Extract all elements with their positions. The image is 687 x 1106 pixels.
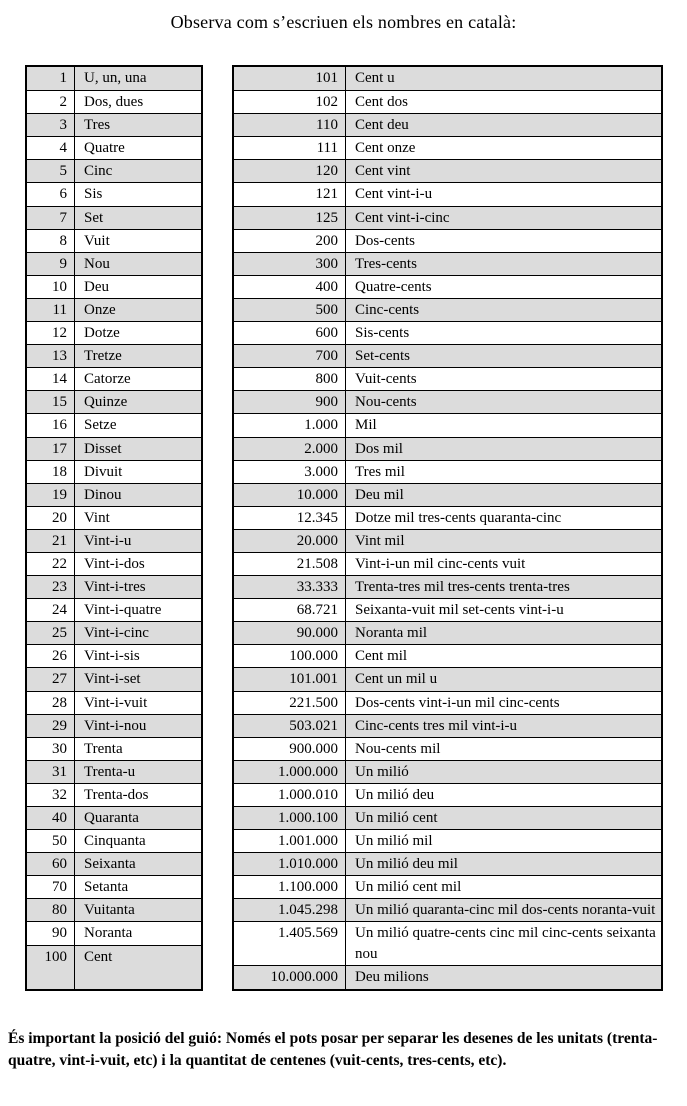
word-cell: Cent onze [355,140,416,157]
table-row [27,760,201,783]
table-row [234,298,661,321]
numeral-cell: 10.000.000 [234,966,346,988]
numeral-cell: 21 [27,530,75,552]
table-row [234,321,661,344]
numeral-cell: 68.721 [234,599,346,621]
numeral-cell: 1 [27,67,75,90]
word-cell: Un milió cent [355,810,438,826]
table-row [27,737,201,760]
table-row [234,737,661,760]
table-row [27,783,201,806]
numeral-cell: 1.405.569 [234,922,346,965]
numeral-cell: 24 [27,599,75,621]
numeral-cell: 1.010.000 [234,853,346,875]
numeral-cell: 9 [27,253,75,275]
numeral-cell: 60 [27,853,75,875]
word-cell: Dos, dues [84,94,144,111]
numeral-cell: 15 [27,391,75,413]
word-cell: Tretze [84,348,122,365]
table-row [234,691,661,714]
numeral-cell: 10.000 [234,484,346,506]
word-cell: Cent dos [355,94,408,111]
numeral-cell: 503.021 [234,715,346,737]
numeral-cell: 102 [234,91,346,113]
word-cell: Dos-cents [355,232,415,249]
table-row [27,644,201,667]
numeral-cell: 1.000.100 [234,807,346,829]
tables-container [0,65,687,991]
numeral-cell: 20.000 [234,530,346,552]
numeral-cell: 80 [27,899,75,921]
numeral-cell: 20 [27,507,75,529]
word-cell: Quatre-cents [355,278,432,295]
numeral-cell: 200 [234,230,346,252]
numeral-cell: 21.508 [234,553,346,575]
table-row [234,252,661,275]
word-cell: Nou [84,255,110,272]
table-row [27,113,201,136]
table-row [234,644,661,667]
word-cell: Vint-i-cinc [84,625,149,642]
word-cell: Divuit [84,463,123,480]
word-cell: Noranta mil [355,625,428,642]
word-cell: Vint-i-nou [84,717,147,734]
table-row [27,921,201,944]
word-cell: Setze [84,417,117,434]
word-cell: Quaranta [84,810,139,826]
table-row [27,714,201,737]
numeral-cell: 12 [27,322,75,344]
numeral-cell: 5 [27,160,75,182]
numeral-cell: 40 [27,807,75,829]
word-cell: Cent u [355,70,395,86]
table-row [234,875,661,898]
table-row [234,159,661,182]
numbers-table-1-to-100 [25,65,203,991]
numeral-cell: 101 [234,67,346,90]
table-row [27,413,201,436]
table-row [27,252,201,275]
table-row [27,598,201,621]
numeral-cell: 11 [27,299,75,321]
numeral-cell: 30 [27,738,75,760]
numeral-cell: 8 [27,230,75,252]
word-cell: Cinc [84,163,113,180]
word-cell: Vint-i-un mil cinc-cents vuit [355,555,526,572]
table-row [234,390,661,413]
word-cell: Trenta-dos [84,786,149,803]
table-row [234,552,661,575]
table-row [27,552,201,575]
word-cell: Noranta [84,925,133,942]
numeral-cell: 1.100.000 [234,876,346,898]
word-cell: Un milió deu [355,786,435,803]
word-cell: Vint-i-set [84,671,141,688]
table-row [234,760,661,783]
numeral-cell: 16 [27,414,75,436]
numeral-cell: 32 [27,784,75,806]
table-row [27,229,201,252]
word-cell: Tres [84,117,111,134]
table-row [27,159,201,182]
numeral-cell: 10 [27,276,75,298]
word-cell: Dos-cents vint-i-un mil cinc-cents [355,694,560,711]
table-row [27,182,201,205]
table-row [234,206,661,229]
numeral-cell: 1.000.000 [234,761,346,783]
word-cell: Dotze [84,325,120,342]
numeral-cell: 2.000 [234,438,346,460]
table-row [234,965,661,988]
table-row [234,437,661,460]
table-row [27,483,201,506]
word-cell: Tres mil [355,463,405,480]
numeral-cell: 900.000 [234,738,346,760]
word-cell: Vint-i-u [84,532,132,549]
table-row [234,852,661,875]
numeral-cell: 111 [234,137,346,159]
word-cell: Set-cents [355,348,410,365]
table-row [234,898,661,921]
table-row [234,344,661,367]
table-row [234,113,661,136]
table-row [27,321,201,344]
word-cell: Quatre [84,140,125,157]
word-cell: Vint-i-vuit [84,694,148,711]
word-cell: Un milió cent mil [355,879,462,896]
table-row [27,437,201,460]
table-row [27,390,201,413]
numeral-cell: 500 [234,299,346,321]
numeral-cell: 23 [27,576,75,598]
word-cell: Sis-cents [355,325,410,342]
word-cell: Onze [84,301,116,318]
numeral-cell: 22 [27,553,75,575]
numeral-cell: 101.001 [234,668,346,690]
table-row [27,136,201,159]
table-row [234,921,661,965]
numeral-cell: 700 [234,345,346,367]
numeral-cell: 14 [27,368,75,390]
table-row [234,783,661,806]
table-row [27,206,201,229]
word-cell: Vint mil [355,532,405,549]
word-cell: Cinc-cents [355,301,420,318]
word-cell: Un milió quaranta-cinc mil dos-cents noranta-vuit [355,902,656,919]
table-row [27,875,201,898]
table-row [234,714,661,737]
word-cell: Sis [84,186,103,203]
numeral-cell: 90.000 [234,622,346,644]
word-cell: Nou-cents [355,394,417,411]
table-row [234,367,661,390]
table-row [27,67,201,90]
numeral-cell: 25 [27,622,75,644]
word-cell: Vint-i-quatre [84,602,162,619]
numeral-cell: 121 [234,183,346,205]
word-cell: Vint-i-tres [84,579,146,596]
numeral-cell: 7 [27,207,75,229]
word-cell: Deu milions [355,969,429,986]
word-cell: Cent deu [355,117,409,134]
word-cell: Un milió [355,763,409,780]
table-row [27,898,201,921]
numeral-cell: 110 [234,114,346,136]
word-cell: Mil [355,417,377,434]
word-cell: Trenta [84,740,123,757]
numeral-cell: 12.345 [234,507,346,529]
numeral-cell: 1.001.000 [234,830,346,852]
table-row [234,483,661,506]
word-cell: Nou-cents mil [355,740,441,757]
word-cell: Cent vint-i-cinc [355,209,450,226]
word-cell: Vint-i-dos [84,555,145,572]
table-row [27,691,201,714]
word-cell: Tres-cents [355,255,417,272]
word-cell: Cent un mil u [355,671,438,688]
word-cell: Seixanta [84,856,136,873]
numeral-cell: 125 [234,207,346,229]
numeral-cell: 1.000.010 [234,784,346,806]
numeral-cell: 6 [27,183,75,205]
table-row [234,806,661,829]
numeral-cell: 221.500 [234,692,346,714]
table-row [27,852,201,875]
page-title: Observa com s’escriuen els nombres en català: [170,12,517,32]
word-cell: Cent mil [355,648,408,665]
word-cell: Catorze [84,371,131,388]
numeral-cell: 17 [27,438,75,460]
numeral-cell: 13 [27,345,75,367]
numeral-cell: 90 [27,922,75,944]
numeral-cell: 2 [27,91,75,113]
numeral-cell: 900 [234,391,346,413]
table-row [234,67,661,90]
word-cell: Vint [84,509,110,526]
numeral-cell: 29 [27,715,75,737]
word-cell: Vuit-cents [355,371,417,388]
numeral-cell: 300 [234,253,346,275]
table-row [234,506,661,529]
table-row [27,367,201,390]
numeral-cell: 19 [27,484,75,506]
numeral-cell: 800 [234,368,346,390]
table-row [234,460,661,483]
table-row [27,806,201,829]
numeral-cell: 33.333 [234,576,346,598]
word-cell: Dinou [84,486,122,503]
numeral-cell: 100.000 [234,645,346,667]
word-cell: Setanta [84,879,129,896]
word-cell: Vuit [84,232,110,249]
numeral-cell: 3.000 [234,461,346,483]
word-cell: Cent vint [355,163,411,180]
word-cell: Dotze mil tres-cents quaranta-cinc [355,509,562,526]
numeral-cell: 4 [27,137,75,159]
word-cell: Vint-i-sis [84,648,140,665]
numeral-cell: 1.000 [234,414,346,436]
word-cell: U, un, una [84,70,147,86]
numeral-cell: 120 [234,160,346,182]
numeral-cell: 600 [234,322,346,344]
table-row [234,598,661,621]
table-row [27,829,201,852]
table-row [234,136,661,159]
table-row [27,529,201,552]
word-cell: Cent [84,948,113,965]
numeral-cell: 18 [27,461,75,483]
table-row [27,344,201,367]
table-row [27,667,201,690]
word-cell: Seixanta-vuit mil set-cents vint-i-u [355,602,564,619]
word-cell: Cent vint-i-u [355,186,433,203]
hyphen-rule-note: És important la posició del guió: Només el pots posar per separar les desenes de les unitats (trenta-quatre, vint-i-vuit, etc) i la quantitat de centenes (vuit-cents, tres-cents, etc). [8,1030,658,1069]
table-row [234,182,661,205]
table-row [234,413,661,436]
word-cell: Vuitanta [84,902,135,919]
word-cell: Trenta-u [84,763,136,780]
word-cell: Deu mil [355,486,404,503]
table-row [27,506,201,529]
numeral-cell: 400 [234,276,346,298]
word-cell: Un milió quatre-cents cinc mil cinc-cents seixanta nou [355,925,656,963]
table-row [234,829,661,852]
word-cell: Dos mil [355,440,403,457]
numeral-cell: 50 [27,830,75,852]
word-cell: Trenta-tres mil tres-cents trenta-tres [355,579,570,596]
word-cell: Un milió deu mil [355,856,458,873]
word-cell: Cinc-cents tres mil vint-i-u [355,717,518,734]
table-row [234,575,661,598]
word-cell: Deu [84,278,109,295]
table-row [234,90,661,113]
table-row [27,460,201,483]
numeral-cell: 1.045.298 [234,899,346,921]
word-cell: Cinquanta [84,833,146,850]
table-row [234,529,661,552]
table-row [234,229,661,252]
word-cell: Quinze [84,394,128,411]
table-row [234,621,661,644]
table-row [27,945,201,989]
numeral-cell: 100 [27,946,75,989]
numeral-cell: 27 [27,668,75,690]
numeral-cell: 70 [27,876,75,898]
table-row [27,90,201,113]
word-cell: Set [84,209,104,226]
table-row [27,298,201,321]
table-row [27,621,201,644]
numeral-cell: 31 [27,761,75,783]
numeral-cell: 26 [27,645,75,667]
table-row [27,575,201,598]
table-row [27,275,201,298]
numeral-cell: 28 [27,692,75,714]
word-cell: Disset [84,440,122,457]
table-row [234,275,661,298]
numbers-table-101-to-10000000 [232,65,663,991]
table-row [234,667,661,690]
word-cell: Un milió mil [355,833,433,850]
numeral-cell: 3 [27,114,75,136]
